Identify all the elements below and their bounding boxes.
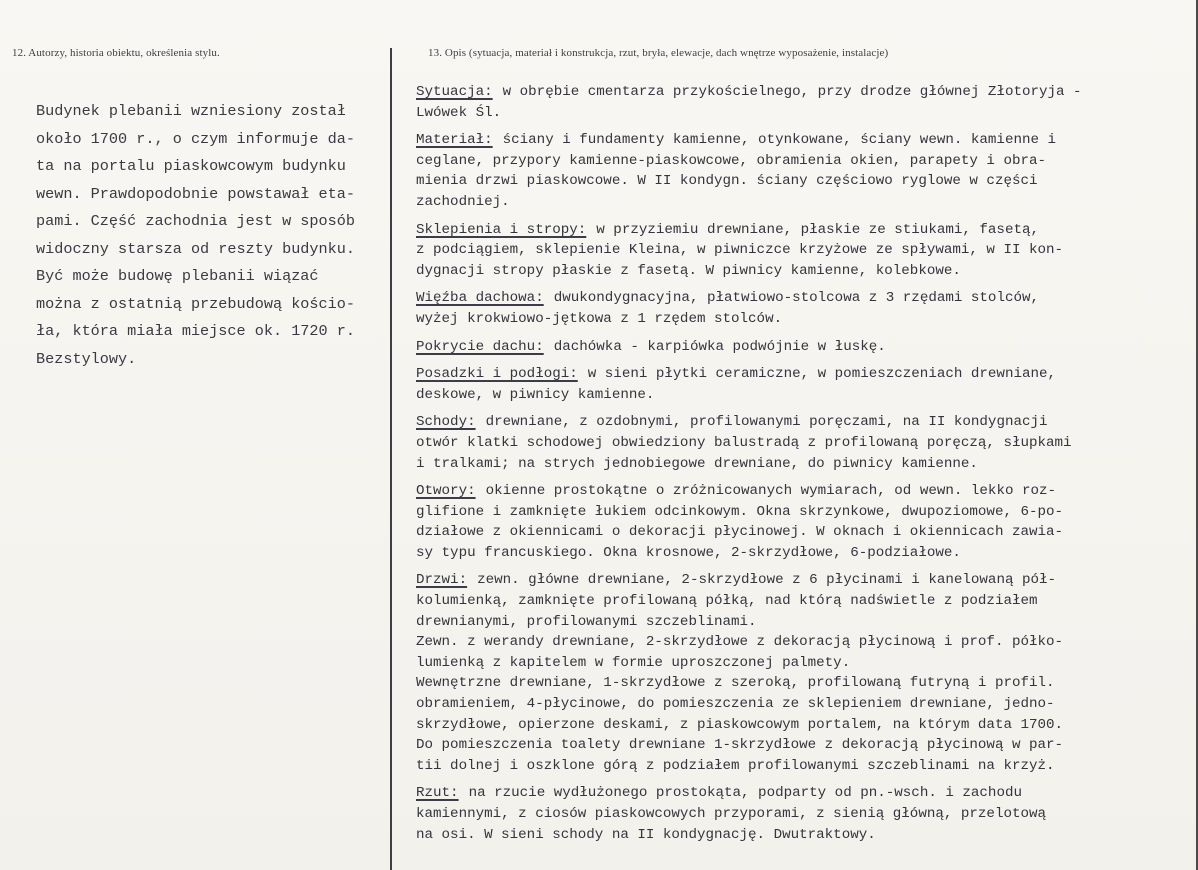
description-line-text: okienne prostokątne o zróżnicowanych wymiarach, od wewn. lekko roz-	[485, 483, 1057, 500]
description-line-text: wyżej krokwiowo-jętkowa z 1 rzędem stolców.	[416, 310, 783, 327]
description-line	[416, 220, 1191, 241]
description-section	[416, 481, 1191, 563]
description-line	[416, 130, 1191, 151]
section-label: Pokrycie dachu:	[416, 338, 544, 355]
description-line	[416, 412, 1191, 433]
description-line	[416, 288, 1191, 309]
description-line-text: Zewn. z werandy drewniane, 2-skrzydłowe z dekoracją płycinową i prof. półko-	[416, 634, 1064, 651]
history-line: Bezstylowy.	[36, 349, 137, 368]
description-line-text: zewn. główne drewniane, 2-skrzydłowe z 6 płycinami i kanelowaną pół-	[477, 572, 1057, 589]
description-line-text: Do pomieszczenia toalety drewniane 1-skrzydłowe z dekoracją płycinową w par-	[416, 737, 1064, 754]
section-13-header: 13. Opis (sytuacja, materiał i konstrukcja, rzut, bryła, elewacje, dach wnętrze wyposażenie, instalacje)	[428, 47, 889, 59]
history-line: Być może budowę plebanii wiązać	[36, 267, 319, 285]
description-line-text: zachodniej.	[416, 193, 510, 210]
history-line: około 1700 r., o czym informuje da-	[36, 129, 355, 148]
description-line-text: kolumienką, zamknięte profilowaną półką, nad którą nadświetle z podziałem	[416, 593, 1038, 610]
description-line	[416, 522, 1191, 543]
description-line	[416, 261, 1191, 282]
history-line: widoczny starsza od reszty budynku.	[36, 239, 355, 258]
description-line	[416, 433, 1191, 454]
description-line	[416, 502, 1191, 523]
description-section	[416, 130, 1191, 212]
section-label: Drzwi:	[416, 572, 468, 589]
description-line-text: Wewnętrzne drewniane, 1-skrzydłowe z szeroką, profilowaną futryną i profil.	[416, 675, 1055, 692]
section-label: Rzut:	[416, 785, 459, 802]
section-label: Otwory:	[416, 483, 476, 500]
description-line	[416, 756, 1191, 777]
section-label: Sklepienia i stropy:	[416, 221, 587, 238]
description-line	[416, 481, 1191, 502]
history-line: pami. Część zachodnia jest w sposób	[36, 212, 355, 230]
description-line	[416, 103, 1191, 124]
description-line	[416, 653, 1191, 674]
description-line	[416, 715, 1191, 736]
description-section	[416, 337, 1191, 358]
description-line	[416, 82, 1191, 103]
description-line	[416, 454, 1191, 475]
description-line-text: kamiennymi, z ciosów piaskowcowych przyporami, z sienią główną, przelotową	[416, 806, 1047, 822]
section-label: Schody:	[416, 414, 476, 431]
description-line	[416, 364, 1191, 385]
description-line	[416, 151, 1191, 172]
section-label: Więźba dachowa:	[416, 290, 544, 307]
description-line	[416, 543, 1191, 564]
description-line	[416, 192, 1191, 213]
description-section	[416, 288, 1191, 329]
section-label: Sytuacja:	[416, 84, 493, 100]
description-line	[416, 385, 1191, 406]
description-section	[416, 220, 1191, 282]
description-line-text: ściany i fundamenty kamienne, otynkowane, ściany wewn. kamienne i	[502, 132, 1057, 149]
column-divider	[390, 48, 392, 870]
description-line	[416, 825, 1191, 846]
history-line: ła, która miała miejsce ok. 1720 r.	[36, 322, 355, 340]
description-line	[416, 591, 1191, 612]
description-line-text: na osi. W sieni schody na II kondygnację. Dwutraktowy.	[416, 826, 876, 843]
description-line	[416, 673, 1191, 694]
description-line-text: w sieni płytki ceramiczne, w pomieszczeniach drewniane,	[587, 366, 1057, 383]
description-section	[416, 364, 1191, 405]
description-line-text: i tralkami; na strych jednobiegowe drewniane, do piwnicy kamienne.	[416, 455, 978, 472]
description-line	[416, 694, 1191, 715]
description-line-text: w przyziemiu drewniane, płaskie ze stiukami, fasetą,	[596, 221, 1040, 238]
description-line-text: glifione i zamknięte łukiem odcinkowym. Okna skrzynkowe, dwupoziomowe, 6-po-	[416, 503, 1064, 520]
description-line-text: dygnacji stropy płaskie z fasetą. W piwnicy kamienne, kolebkowe.	[416, 262, 961, 279]
description-line-text: Lwówek Śl.	[416, 104, 502, 121]
description-line	[416, 337, 1191, 358]
description-section	[416, 412, 1191, 474]
history-line: wewn. Prawdopodobnie powstawał eta-	[36, 184, 355, 203]
description-line-text: z podciągiem, sklepienie Kleina, w piwniczce krzyżowe ze spływami, w II kon-	[416, 242, 1064, 259]
description-section	[416, 783, 1191, 845]
description-line-text: w obrębie cmentarza przykościelnego, przy drodze głównej Złotoryja -	[502, 84, 1082, 100]
section-12-header: 12. Autorzy, historia obiektu, określenia stylu.	[12, 47, 220, 59]
description-line-text: działowe z okiennicami o dekoracji płycinowej. W oknach i okiennicach zawia-	[416, 524, 1064, 541]
description-line	[416, 783, 1191, 804]
description-line-text: drewnianymi, profilowanymi szczeblinami.	[416, 613, 757, 630]
history-line: ta na portalu piaskowcowym budynku	[36, 157, 346, 175]
description-line-text: otwór klatki schodowej obwiedziony balustradą z profilowaną poręczą, słupkami	[416, 434, 1072, 451]
description-line-text: dachówka - karpiówka podwójnie w łuskę.	[553, 338, 886, 355]
description-line	[416, 309, 1191, 330]
description-line-text: mienia drzwi piaskowcowe. W II kondygn. ściany częściowo ryglowe w części	[416, 173, 1038, 190]
description-line-text: lumienką z kapitelem w formie uproszczonej palmety.	[416, 654, 851, 671]
history-text	[36, 98, 386, 373]
history-line: można z ostatnią przebudową kościo-	[36, 294, 355, 313]
description-line	[416, 612, 1191, 633]
description-line	[416, 171, 1191, 192]
description-section	[416, 570, 1191, 776]
description-line	[416, 735, 1191, 756]
description-line-text: drewniane, z ozdobnymi, profilowanymi poręczami, na II kondygnacji	[485, 414, 1048, 431]
description-line-text: obramieniem, 4-płycinowe, do pomieszczenia ze sklepieniem drewniane, jedno-	[416, 696, 1055, 713]
section-label: Posadzki i podłogi:	[416, 366, 578, 383]
description-text	[416, 82, 1191, 852]
description-line-text: dwukondygnacyjna, płatwiowo-stolcowa z 3 rzędami stolców,	[553, 290, 1040, 307]
description-line-text: skrzydłowe, opierzone deskami, z piaskowcowym portalem, na którym data 1700.	[416, 716, 1064, 733]
description-line	[416, 240, 1191, 261]
description-line-text: tii dolnej i oszklone górą z podziałem profilowanymi szczeblinami na krzyż.	[416, 757, 1055, 774]
description-line	[416, 804, 1191, 825]
description-line-text: na rzucie wydłużonego prostokąta, podparty od pn.-wsch. i zachodu	[468, 785, 1022, 802]
description-line-text: sy typu francuskiego. Okna krosnowe, 2-skrzydłowe, 6-podziałowe.	[416, 544, 961, 561]
description-section	[416, 82, 1191, 123]
description-line-text: deskowe, w piwnicy kamienne.	[416, 386, 655, 403]
description-line-text: ceglane, przypory kamienne-piaskowcowe, obramienia okien, parapety i obra-	[416, 152, 1047, 169]
description-line	[416, 570, 1191, 591]
description-line	[416, 632, 1191, 653]
history-line: Budynek plebanii wzniesiony został	[36, 102, 346, 120]
section-label: Materiał:	[416, 132, 493, 149]
